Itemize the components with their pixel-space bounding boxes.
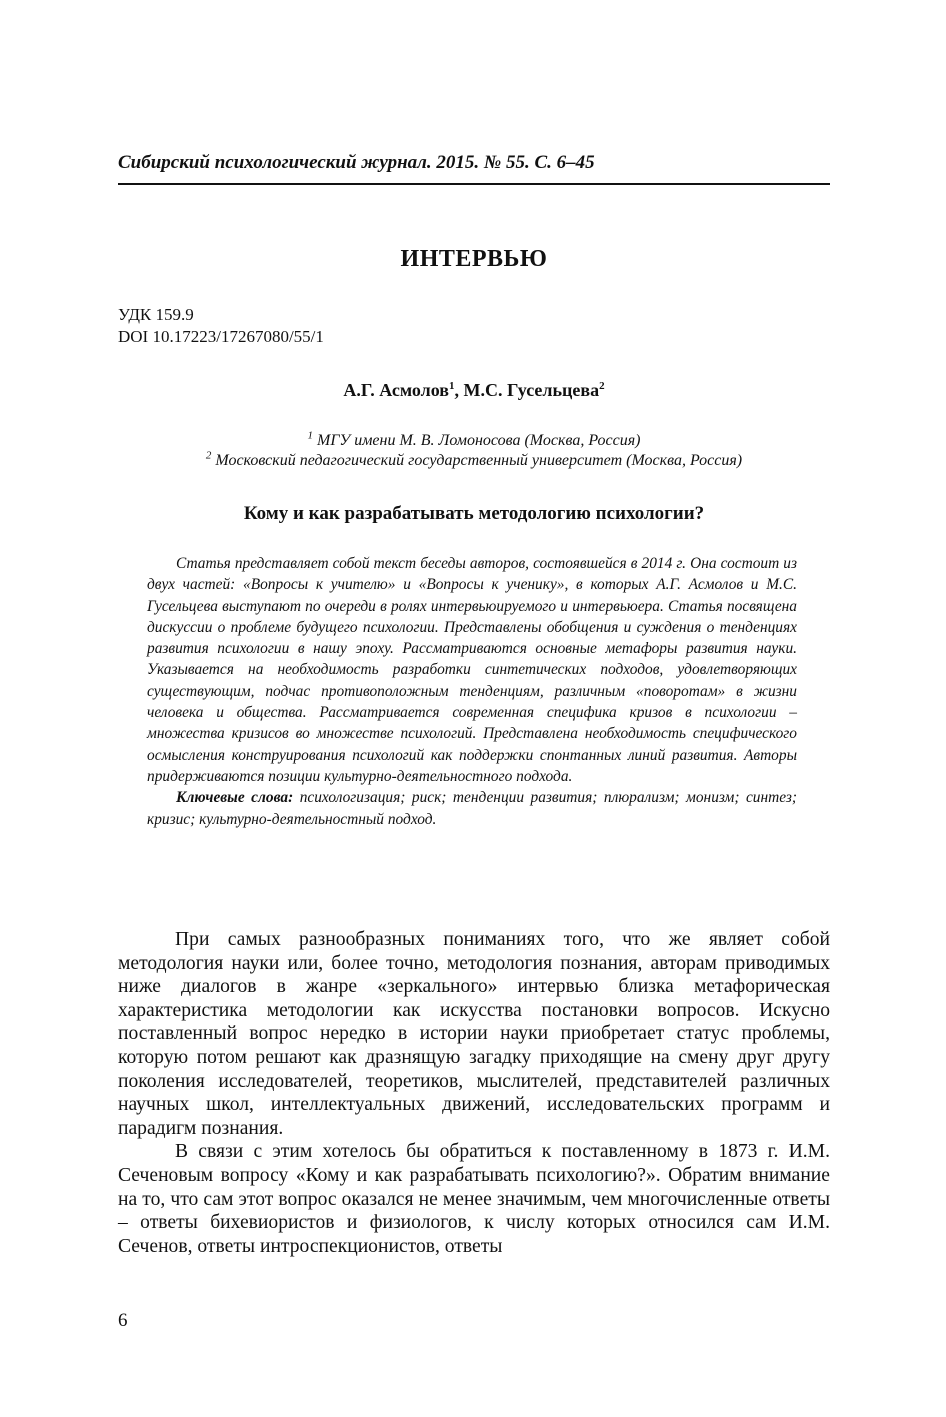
page-number: 6	[118, 1310, 128, 1331]
journal-running-head: Сибирский психологический журнал. 2015. № 55. С. 6–45	[118, 152, 595, 173]
author-name: А.Г. Асмолов	[343, 380, 449, 400]
affiliation-text: МГУ имени М. В. Ломоносова (Москва, Россия)	[313, 432, 641, 449]
affiliations	[118, 431, 830, 471]
authors-line	[118, 380, 830, 401]
article-title: Кому и как разрабатывать методологию психологии?	[243, 503, 705, 524]
affil-mark: 1	[307, 429, 313, 442]
author-name: М.С. Гусельцева	[463, 380, 600, 400]
affiliation-text: Московский педагогический государственный университет (Москва, Россия)	[211, 452, 743, 469]
affiliation-line	[118, 431, 830, 451]
affiliation-line	[118, 451, 830, 471]
header-rule	[118, 183, 830, 185]
udk-code: УДК 159.9	[118, 305, 194, 324]
body-paragraph: В связи с этим хотелось бы обратиться к поставленному в 1873 г. И.М. Сеченовым вопросу «Кому и как разрабатывать психологию?». Обратим внимание на то, что сам этот вопрос оказался не менее значимым, чем многочисленные ответы – ответы бихевиористов и физиологов, к числу которых относился сам И.М. Сеченов, ответы интроспекционистов, ответы	[118, 1141, 830, 1257]
author-separator: ,	[454, 380, 464, 400]
abstract-text: Статья представляет собой текст беседы авторов, состоявшейся в 2014 г. Она состоит из двух частей: «Вопросы к учителю» и «Вопросы к ученику», в которых А.Г. Асмолов и М.С. Гусельцева выступают по очереди в ролях интервьюируемого и интервьюера. Статья посвящена дискуссии о проблеме будущего психологии. Представлены обобщения и суждения о тенденциях развития психологии в нашу эпоху. Рассматриваются основные метафоры развития науки. Указывается на необходимость разработки синтетических подходов, удовлетворяющих существующим, подчас противоположным тенденциям, различным «поворотам» в жизни человека и общества. Рассматривается современная специфика кризов в психологии – множества кризисов во множестве психологий. Представлена необходимость специфического осмысления конструирования психологий как поддержки спонтанных линий развития. Авторы придерживаются позиции культурно-деятельностного подхода.	[147, 555, 797, 785]
body-text	[118, 928, 830, 1258]
doi: DOI 10.17223/17267080/55/1	[118, 327, 324, 346]
author-affil-mark: 1	[449, 380, 455, 392]
affil-mark: 2	[205, 449, 212, 462]
keywords-list: психологизация; риск; тенденции развития; плюрализм; монизм; синтез; кризис; культурно-деятельностный подход.	[147, 789, 798, 828]
author-affil-mark: 2	[599, 380, 605, 392]
identifiers	[118, 304, 324, 348]
section-title: ИНТЕРВЬЮ	[400, 246, 548, 272]
body-paragraph: При самых разнообразных пониманиях того, что же являет собой методология науки или, более точно, методология познания, авторам приводимых ниже диалогов в жанре «зеркального» интервью близка метафорическая характеристика методологии как искусства постановки вопросов. Искусно поставленный вопрос нередко в истории науки приобретает статус проблемы, которую потом решают как дразнящую загадку приходящие на смену друг другу поколения исследователей, теоретиков, мыслителей, представителей различных научных школ, интеллектуальных движений, исследовательских программ и парадигм познания.	[118, 929, 830, 1139]
abstract	[147, 553, 797, 830]
keywords-label: Ключевые слова:	[176, 789, 294, 807]
keywords	[147, 787, 797, 830]
